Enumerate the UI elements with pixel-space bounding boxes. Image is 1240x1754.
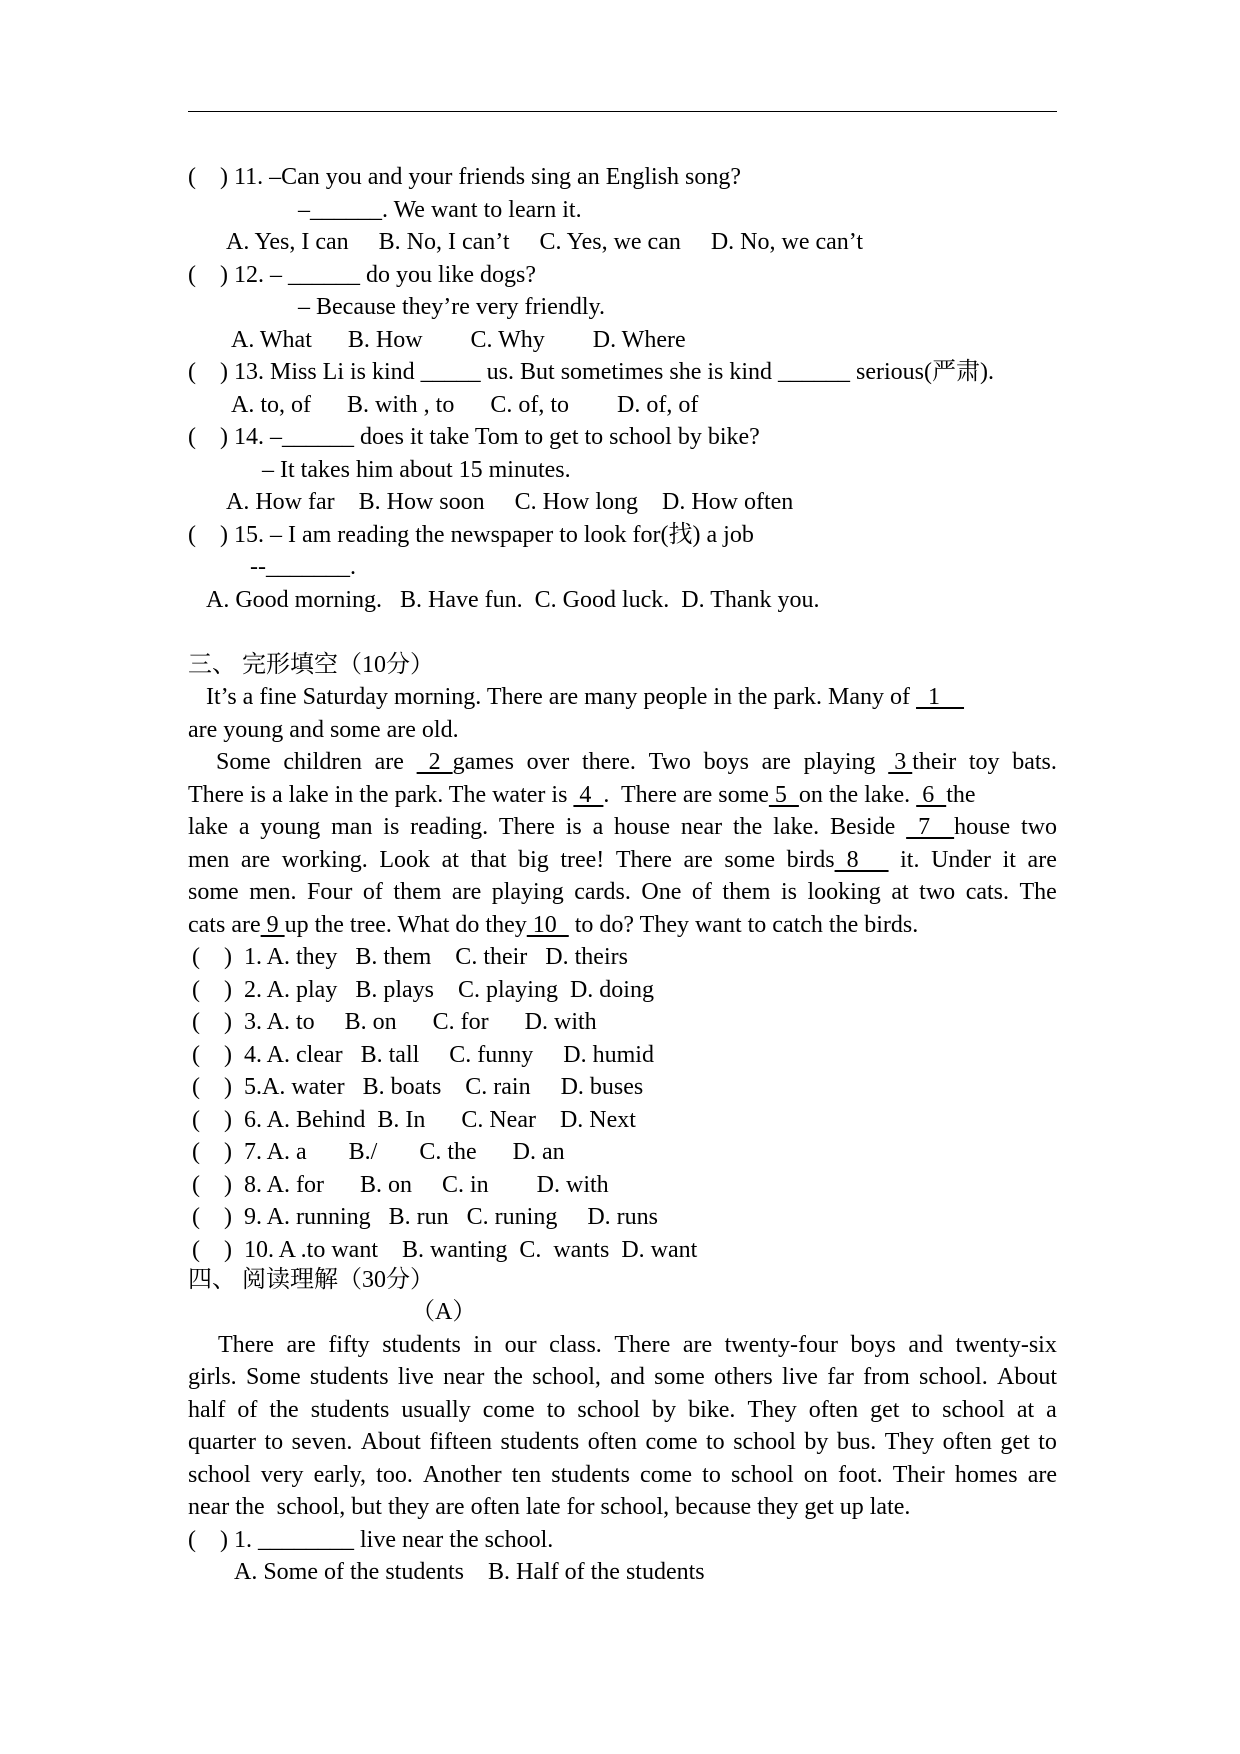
- word: to: [702, 1462, 721, 1488]
- cloze-text: on the lake.: [798, 782, 917, 808]
- cloze-item: ( ) 10. A .to want B. wanting C. wants D. want: [192, 1237, 698, 1263]
- word: Their: [892, 1462, 945, 1488]
- word: and: [610, 1364, 645, 1390]
- word: men: [188, 847, 230, 873]
- word: half: [188, 1397, 226, 1423]
- word: Some: [245, 1364, 301, 1390]
- word: working.: [281, 847, 368, 873]
- word: Some: [216, 749, 271, 775]
- word: are: [1027, 1462, 1057, 1488]
- word: fifteen: [429, 1429, 492, 1455]
- word: are: [1027, 847, 1057, 873]
- cloze-blank-5: 5: [768, 782, 799, 808]
- word: school,: [532, 1364, 601, 1390]
- word: school.: [919, 1364, 988, 1390]
- word: are: [451, 879, 482, 905]
- cloze-text: cats are: [188, 912, 261, 938]
- question-11-reply: –______. We want to learn it.: [298, 197, 582, 223]
- cloze-text: to do? They want to catch the birds.: [568, 912, 919, 938]
- cloze-blank-4: 4: [573, 782, 604, 808]
- word: to: [264, 1429, 284, 1455]
- word: 2 games: [416, 749, 514, 775]
- word: to: [911, 1397, 931, 1423]
- word: on: [803, 1462, 828, 1488]
- word: Another: [422, 1462, 502, 1488]
- word: come: [645, 1429, 698, 1455]
- word: playing: [803, 749, 876, 775]
- question-14-stem: ( ) 14. –______ does it take Tom to get to school by bike?: [188, 424, 760, 450]
- question-14-options: A. How far B. How soon C. How long D. How often: [226, 489, 794, 515]
- word: is: [780, 879, 797, 905]
- reading-question-1-options: A. Some of the students B. Half of the students: [234, 1559, 705, 1585]
- cloze-line-7: [188, 878, 1057, 906]
- word: house: [614, 814, 671, 840]
- word: two: [1020, 814, 1057, 840]
- word: them: [393, 879, 442, 905]
- word: toy: [968, 749, 1000, 775]
- cloze-blank: 2: [416, 749, 453, 775]
- word: some: [188, 879, 239, 905]
- reading-line: [188, 1396, 1057, 1424]
- cloze-line-4: [188, 781, 976, 809]
- cloze-line-5: [188, 813, 1057, 841]
- cloze-blank: 7: [906, 814, 955, 840]
- word: cats.: [965, 879, 1009, 905]
- cloze-line-2: are young and some are old.: [188, 717, 459, 743]
- word: to: [706, 1429, 725, 1455]
- cloze-item: ( ) 2. A. play B. plays C. playing D. doing: [192, 977, 654, 1003]
- word: over: [526, 749, 570, 775]
- question-14-reply: – It takes him about 15 minutes.: [262, 457, 571, 483]
- word: tree!: [560, 847, 605, 873]
- word: at: [891, 879, 909, 905]
- word: are: [683, 847, 713, 873]
- word: twenty-four: [724, 1332, 838, 1358]
- word: some: [724, 847, 775, 873]
- word: some: [654, 1364, 705, 1390]
- reading-line: [188, 1428, 1057, 1456]
- cloze-line-8: [188, 911, 918, 939]
- question-12-stem: ( ) 12. – ______ do you like dogs?: [188, 262, 536, 288]
- cloze-text: . There are some: [603, 782, 769, 808]
- cloze-text: It’s a fine Saturday morning. There are many people in the park. Many of: [206, 684, 917, 710]
- cloze-blank-6: 6: [916, 782, 947, 808]
- word: usually: [401, 1397, 471, 1423]
- word: get: [870, 1397, 900, 1423]
- word: Under: [931, 847, 992, 873]
- word: ten: [511, 1462, 542, 1488]
- word: in: [473, 1332, 493, 1358]
- word: One: [641, 879, 682, 905]
- word: lake: [188, 814, 228, 840]
- cloze-blank: 8: [834, 847, 889, 873]
- word: There: [218, 1332, 274, 1358]
- word: near: [443, 1364, 485, 1390]
- word: There: [615, 847, 672, 873]
- cloze-item: ( ) 6. A. Behind B. In C. Near D. Next: [192, 1107, 636, 1133]
- word: by: [652, 1397, 677, 1423]
- word: Four: [307, 879, 353, 905]
- reading-question-1-stem: ( ) 1. ________ live near the school.: [188, 1527, 554, 1553]
- word: students: [382, 1332, 461, 1358]
- word: get: [1000, 1429, 1030, 1455]
- word: live: [781, 1364, 818, 1390]
- question-13-stem: ( ) 13. Miss Li is kind _____ us. But sometimes she is kind ______ serious(严肃).: [188, 359, 994, 385]
- question-15-stem: ( ) 15. – I am reading the newspaper to look for(找) a job: [188, 522, 754, 548]
- word: it.: [900, 847, 920, 873]
- cloze-item: ( ) 3. A. to B. on C. for D. with: [192, 1009, 597, 1035]
- word: come: [640, 1462, 693, 1488]
- word: About: [360, 1429, 421, 1455]
- word: school: [733, 1429, 796, 1455]
- word: students: [309, 1364, 389, 1390]
- word: bike.: [688, 1397, 736, 1423]
- cloze-blank-10: 10: [526, 912, 569, 938]
- cloze-text: There is a lake in the park. The water is: [188, 782, 574, 808]
- word: cards.: [574, 879, 631, 905]
- word: are: [286, 1332, 316, 1358]
- word: near: [680, 814, 723, 840]
- word: often: [808, 1397, 859, 1423]
- word: Look: [379, 847, 431, 873]
- word: lake.: [773, 814, 820, 840]
- cloze-item: ( ) 5.A. water B. boats C. rain D. buses: [192, 1074, 644, 1100]
- word: at: [1016, 1397, 1035, 1423]
- word: our: [504, 1332, 537, 1358]
- question-11-stem: ( ) 11. –Can you and your friends sing an English song?: [188, 164, 742, 190]
- cloze-line-3: [216, 748, 1057, 776]
- word: a: [592, 814, 604, 840]
- cloze-heading: 三、 完形填空（10分）: [188, 652, 434, 678]
- word: class.: [549, 1332, 602, 1358]
- cloze-item: ( ) 7. A. a B./ C. the D. an: [192, 1139, 565, 1165]
- word: two: [919, 879, 956, 905]
- word: man: [331, 814, 373, 840]
- word: to: [546, 1397, 566, 1423]
- word: it: [1002, 847, 1016, 873]
- word: boys: [850, 1332, 896, 1358]
- question-13-options: A. to, of B. with , to C. of, to D. of, of: [231, 392, 699, 418]
- cloze-line-1: [206, 683, 964, 711]
- word: big: [518, 847, 549, 873]
- word: boys: [703, 749, 749, 775]
- word: school: [730, 1462, 794, 1488]
- word: seven.: [291, 1429, 353, 1455]
- reading-section-label: （A）: [411, 1299, 477, 1325]
- word: to: [1038, 1429, 1057, 1455]
- word: are: [761, 749, 791, 775]
- word: children: [283, 749, 362, 775]
- word: birds 8: [786, 847, 889, 873]
- word: early,: [313, 1462, 367, 1488]
- cloze-item: ( ) 8. A. for B. on C. in D. with: [192, 1172, 609, 1198]
- question-12-options: A. What B. How C. Why D. Where: [231, 327, 686, 353]
- cloze-blank-9: 9: [260, 912, 285, 938]
- word: from: [863, 1364, 910, 1390]
- word: students: [500, 1429, 580, 1455]
- word: is: [383, 814, 400, 840]
- word: very: [260, 1462, 304, 1488]
- word: fifty: [328, 1332, 370, 1358]
- question-15-options: A. Good morning. B. Have fun. C. Good luck. D. Thank you.: [206, 587, 820, 613]
- word: There: [614, 1332, 671, 1358]
- word: Two: [648, 749, 691, 775]
- question-15-reply: --_______.: [250, 554, 356, 580]
- word: a: [238, 814, 250, 840]
- reading-heading: 四、 阅读理解（30分）: [188, 1267, 434, 1293]
- word: homes: [954, 1462, 1018, 1488]
- cloze-item: ( ) 4. A. clear B. tall C. funny D. humid: [192, 1042, 654, 1068]
- word: there.: [581, 749, 636, 775]
- word: others: [714, 1364, 773, 1390]
- word: the: [269, 1397, 299, 1423]
- word: and: [908, 1332, 943, 1358]
- header-rule: [188, 111, 1057, 112]
- word: young: [260, 814, 321, 840]
- reading-line-last: near the school, but they are often late for school, because they get up late.: [188, 1494, 911, 1520]
- cloze-text: the: [946, 782, 976, 808]
- word: a: [1046, 1397, 1057, 1423]
- word: students: [551, 1462, 630, 1488]
- word: at: [441, 847, 459, 873]
- word: far: [827, 1364, 854, 1390]
- word: the: [493, 1364, 523, 1390]
- reading-line: [188, 1363, 1057, 1391]
- cloze-blank: 3: [888, 749, 913, 775]
- word: reading.: [410, 814, 489, 840]
- cloze-item: ( ) 1. A. they B. them C. their D. theirs: [192, 944, 628, 970]
- word: school: [942, 1397, 1005, 1423]
- word: They: [747, 1397, 797, 1423]
- reading-line: [188, 1461, 1057, 1489]
- word: are: [682, 1332, 713, 1358]
- word: 3 their: [888, 749, 957, 775]
- question-12-reply: – Because they’re very friendly.: [298, 294, 605, 320]
- word: girls.: [188, 1364, 237, 1390]
- word: them: [722, 879, 771, 905]
- word: often: [942, 1429, 992, 1455]
- word: come: [482, 1397, 535, 1423]
- word: men.: [249, 879, 297, 905]
- reading-line: [218, 1331, 1057, 1359]
- cloze-item: ( ) 9. A. running B. run C. runing D. runs: [192, 1204, 658, 1230]
- word: bus.: [836, 1429, 877, 1455]
- word: by: [804, 1429, 829, 1455]
- word: of: [237, 1397, 258, 1423]
- cloze-blank-1: 1: [916, 684, 965, 710]
- word: There: [498, 814, 555, 840]
- word: quarter: [188, 1429, 256, 1455]
- word: are: [374, 749, 404, 775]
- word: looking: [807, 879, 881, 905]
- word: often: [587, 1429, 637, 1455]
- word: school: [188, 1462, 251, 1488]
- word: twenty-six: [955, 1332, 1057, 1358]
- word: playing: [491, 879, 564, 905]
- word: About: [996, 1364, 1057, 1390]
- word: are: [240, 847, 271, 873]
- word: students: [310, 1397, 390, 1423]
- word: 7 house: [906, 814, 1011, 840]
- word: They: [884, 1429, 935, 1455]
- cloze-line-6: [188, 846, 1057, 874]
- word: of: [362, 879, 383, 905]
- word: is: [565, 814, 582, 840]
- word: foot.: [837, 1462, 883, 1488]
- word: live: [397, 1364, 434, 1390]
- cloze-text: up the tree. What do they: [284, 912, 527, 938]
- word: of: [691, 879, 712, 905]
- word: that: [470, 847, 507, 873]
- question-11-options: A. Yes, I can B. No, I can’t C. Yes, we can D. No, we can’t: [226, 229, 864, 255]
- word: too.: [376, 1462, 413, 1488]
- word: the: [733, 814, 763, 840]
- word: Beside: [829, 814, 896, 840]
- word: bats.: [1012, 749, 1057, 775]
- word: The: [1019, 879, 1057, 905]
- word: school: [577, 1397, 641, 1423]
